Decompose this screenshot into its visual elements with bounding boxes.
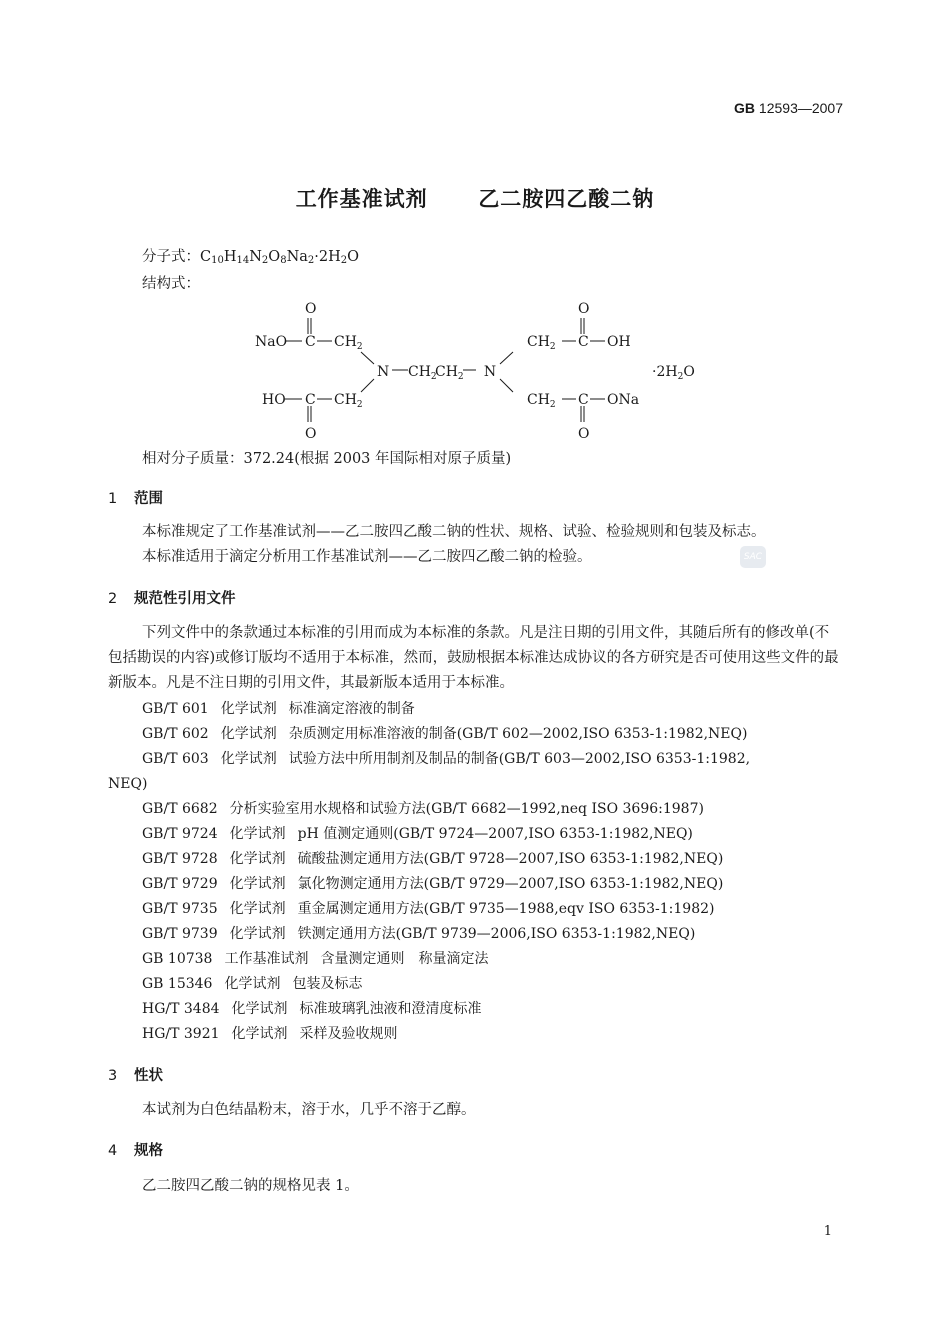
structure-label: 结构式： — [142, 276, 200, 292]
atom-ch2: $CH_2$ — [408, 364, 437, 382]
section-heading-references: 2 规范性引用文件 — [108, 591, 236, 607]
reference-item: GB/T 9729 化学试剂 氯化物测定通用方法(GB/T 9729—2007,ISO 6353-1:1982,NEQ) — [142, 876, 724, 892]
atom-c: C — [578, 334, 589, 350]
sac-watermark: SAC — [740, 546, 766, 568]
properties-paragraph: 本试剂为白色结晶粉末，溶于水，几乎不溶于乙醇。 — [142, 1102, 476, 1118]
atom-ch2: $CH_2$ — [527, 392, 556, 410]
hydrate: $\cdot 2H_2O$ — [652, 364, 695, 382]
scope-paragraph: 本标准适用于滴定分析用工作基准试剂——乙二胺四乙酸二钠的检验。 — [142, 549, 592, 565]
reference-item: HG/T 3921 化学试剂 采样及验收规则 — [142, 1026, 398, 1042]
atom-o: O — [305, 426, 317, 442]
reference-item: GB/T 9739 化学试剂 铁测定通用方法(GB/T 9739—2006,ISO 6353-1:1982,NEQ) — [142, 926, 696, 942]
reference-item: GB/T 601 化学试剂 标准滴定溶液的制备 — [142, 701, 415, 717]
atom-oh: OH — [607, 334, 631, 350]
scope-paragraph: 本标准规定了工作基准试剂——乙二胺四乙酸二钠的性状、规格、试验、检验规则和包装及标志。 — [142, 524, 766, 540]
atom-nao: NaO — [255, 334, 288, 350]
atom-o: O — [305, 301, 317, 317]
atom-n: N — [377, 364, 390, 380]
reference-item: GB/T 6682 分析实验室用水规格和试验方法(GB/T 6682—1992,neq ISO 3696:1987) — [142, 801, 704, 817]
molecular-formula: 分子式：C10H14N2O8Na2·2H2O — [142, 249, 360, 266]
references-intro: 下列文件中的条款通过本标准的引用而成为本标准的条款。凡是注日期的引用文件，其随后所有的修改单(不包括勘误的内容)或修订版均不适用于本标准，然而，鼓励根据本标准达成协议的各方研究是否可使用这些文件的最新版本。凡是不注日期的引用文件，其最新版本适用于本标准。 — [108, 625, 839, 691]
reference-item-continuation: NEQ) — [108, 776, 148, 792]
atom-ch2: $CH_2$ — [334, 334, 363, 352]
atom-n: N — [483, 364, 497, 380]
specification-paragraph: 乙二胺四乙酸二钠的规格见表 1。 — [142, 1178, 359, 1194]
reference-item: GB/T 9728 化学试剂 硫酸盐测定通用方法(GB/T 9728—2007,ISO 6353-1:1982,NEQ) — [142, 851, 724, 867]
structural-formula — [250, 296, 720, 446]
atom-c: C — [305, 392, 316, 408]
reference-item: GB 10738 工作基准试剂 含量测定通则 称量滴定法 — [142, 951, 489, 967]
atom-c: C — [578, 392, 589, 408]
reference-item: GB/T 9724 化学试剂 pH 值测定通则(GB/T 9724—2007,ISO 6353-1:1982,NEQ) — [142, 826, 693, 842]
atom-c: C — [305, 334, 316, 350]
atom-ch2: $CH_2$ — [527, 334, 556, 352]
page-number: 1 — [823, 1224, 832, 1239]
reference-item: GB 15346 化学试剂 包装及标志 — [142, 976, 363, 992]
reference-item: HG/T 3484 化学试剂 标准玻璃乳浊液和澄清度标准 — [142, 1001, 482, 1017]
standard-number: GB 12593—2007 — [734, 100, 843, 116]
atom-o: O — [578, 301, 590, 317]
reference-item: GB/T 9735 化学试剂 重金属测定通用方法(GB/T 9735—1988,eqv ISO 6353-1:1982) — [142, 901, 715, 917]
section-heading-properties: 3 性状 — [108, 1068, 163, 1084]
section-heading-specification: 4 规格 — [108, 1143, 163, 1159]
atom-o: O — [578, 426, 590, 442]
document-title: 工作基准试剂 乙二胺四乙酸二钠 — [295, 187, 655, 211]
reference-item: GB/T 602 化学试剂 杂质测定用标准溶液的制备(GB/T 602—2002,ISO 6353-1:1982,NEQ) — [142, 726, 748, 742]
reference-item: GB/T 603 化学试剂 试验方法中所用制剂及制品的制备(GB/T 603—2002,ISO 6353-1:1982, — [142, 751, 751, 767]
atom-ch2: $CH_2$ — [435, 364, 464, 382]
molar-mass: 相对分子质量：372.24(根据 2003 年国际相对原子质量) — [142, 451, 512, 467]
atom-ch2: $CH_2$ — [334, 392, 363, 410]
section-heading-scope: 1 范围 — [108, 491, 163, 507]
atom-ho: HO — [262, 392, 286, 408]
atom-ona: ONa — [607, 392, 640, 408]
